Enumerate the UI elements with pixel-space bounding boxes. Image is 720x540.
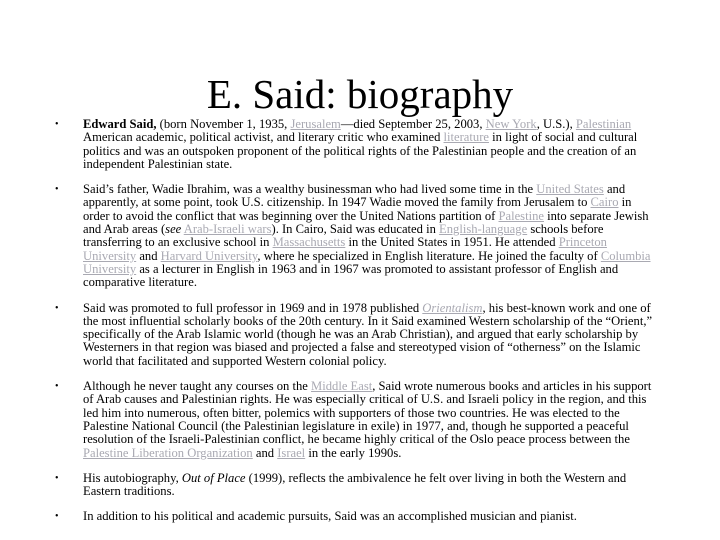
text-span: Although he never taught any courses on the	[83, 379, 312, 394]
bullet-icon: •	[55, 511, 59, 523]
link-palestinian[interactable]: Palestinian	[575, 117, 632, 131]
text-span: Said’s father, Wadie Ibrahim, was a wealthy businessman who had lived some time in the	[83, 182, 537, 197]
link-united-states[interactable]: United States	[536, 182, 604, 197]
bullet-icon: •	[55, 302, 59, 314]
text-span: Said was promoted to full professor in 1969 and in 1978 published	[83, 300, 423, 315]
text-span: in the United States in 1951. He attended	[345, 235, 559, 250]
link-massachusetts[interactable]: Massachusetts	[272, 235, 346, 250]
link-israel[interactable]: Israel	[277, 445, 306, 460]
bullet-icon: •	[55, 184, 59, 196]
link-arab-israeli-wars[interactable]: Arab-Israeli wars	[183, 222, 272, 237]
link-literature[interactable]: literature	[443, 130, 489, 145]
biography-bullet-list	[50, 118, 660, 536]
text-span: His autobiography,	[83, 470, 182, 485]
list-item	[50, 380, 660, 460]
text-span: into separate Jewish and Arab areas (	[83, 208, 649, 237]
link-orientalism[interactable]: Orientalism	[422, 300, 483, 315]
list-item	[50, 302, 660, 368]
list-item	[50, 118, 660, 171]
text-span: in the early 1990s.	[305, 445, 402, 460]
list-item	[50, 510, 660, 523]
link-palestine-liberation-organization[interactable]: Palestine Liberation Organization	[83, 445, 253, 460]
list-item	[50, 183, 660, 289]
text-span: in order to avoid the conflict that was beginning over the United Nations partition of	[83, 195, 632, 223]
text-span-italic: see	[165, 222, 182, 237]
text-span: , Said wrote numerous books and articles in his support of Arab causes and Palestinian rights. He was especially critical of U.S. and Israeli policy in the region, and this led him into numerous, often bitter, polemics with supporters of those two countries. He was elected to the Palestine National Council (the Palestinian legislature in exile) in 1977, and, though he supported a peaceful resolution of the Israeli-Palestinian conflict, he became highly critical of the Oslo peace process between the	[83, 379, 652, 447]
list-item	[50, 472, 660, 499]
person-name: Edward Said,	[83, 117, 157, 131]
link-palestine[interactable]: Palestine	[498, 208, 544, 223]
text-span: as a lecturer in English in 1963 and in 1967 was promoted to assistant professor of English and comparative literature.	[83, 261, 619, 290]
text-span: , where he specialized in English literature. He joined the faculty of	[257, 248, 601, 263]
link-jerusalem[interactable]: Jerusalem	[290, 117, 341, 131]
link-columbia-university[interactable]: Columbia University	[83, 248, 651, 276]
bullet-icon: •	[55, 119, 59, 130]
text-span: (1999), reflects the ambivalence he felt over living in both the Western and Eastern traditions.	[83, 470, 627, 499]
text-span: (born November 1, 1935,	[156, 117, 291, 131]
bullet-icon: •	[55, 472, 59, 484]
page-title: E. Said: biography	[206, 71, 514, 117]
text-span: in light of social and cultural politics and was an outspoken proponent of the political rights of the Palestinian people and the creation of an independent Palestinian state.	[83, 130, 638, 171]
book-title: Out of Place	[181, 470, 246, 485]
link-cairo[interactable]: Cairo	[590, 195, 619, 210]
text-span: and apparently, at some point, took U.S. citizenship. In 1947 Wadie moved the family from Jerusalem to	[83, 182, 626, 210]
link-harvard-university[interactable]: Harvard University	[160, 248, 258, 263]
bullet-icon: •	[55, 381, 59, 393]
link-english-language[interactable]: English-language	[439, 222, 528, 237]
text-span: In addition to his political and academic pursuits, Said was an accomplished musician and pianist.	[83, 509, 577, 524]
text-span: American academic, political activist, and literary critic who examined	[83, 130, 444, 145]
link-princeton-university[interactable]: Princeton University	[83, 235, 607, 263]
link-middle-east[interactable]: Middle East	[311, 379, 373, 394]
text-span: and	[136, 248, 161, 263]
text-span: , his best-known work and one of the most influential scholarly books of the 20th century. In it Said examined Western scholarship of the “Orient,” specifically of the Arab Islamic world (though he was an Arab Christian), and argued that early scholarship by Westerners in that region was biased and projected a false and stereotyped vision of “otherness” on the Islamic world that facilitated and supported Western colonial policy.	[83, 300, 653, 368]
text-span: , U.S.),	[536, 117, 576, 131]
text-span: and	[252, 445, 278, 460]
link-new-york[interactable]: New York	[485, 117, 537, 131]
text-span: —died September 25, 2003,	[340, 117, 486, 131]
text-span: schools before transferring to an exclusive school in	[83, 222, 604, 250]
text-span: ). In Cairo, Said was educated in	[271, 222, 440, 237]
